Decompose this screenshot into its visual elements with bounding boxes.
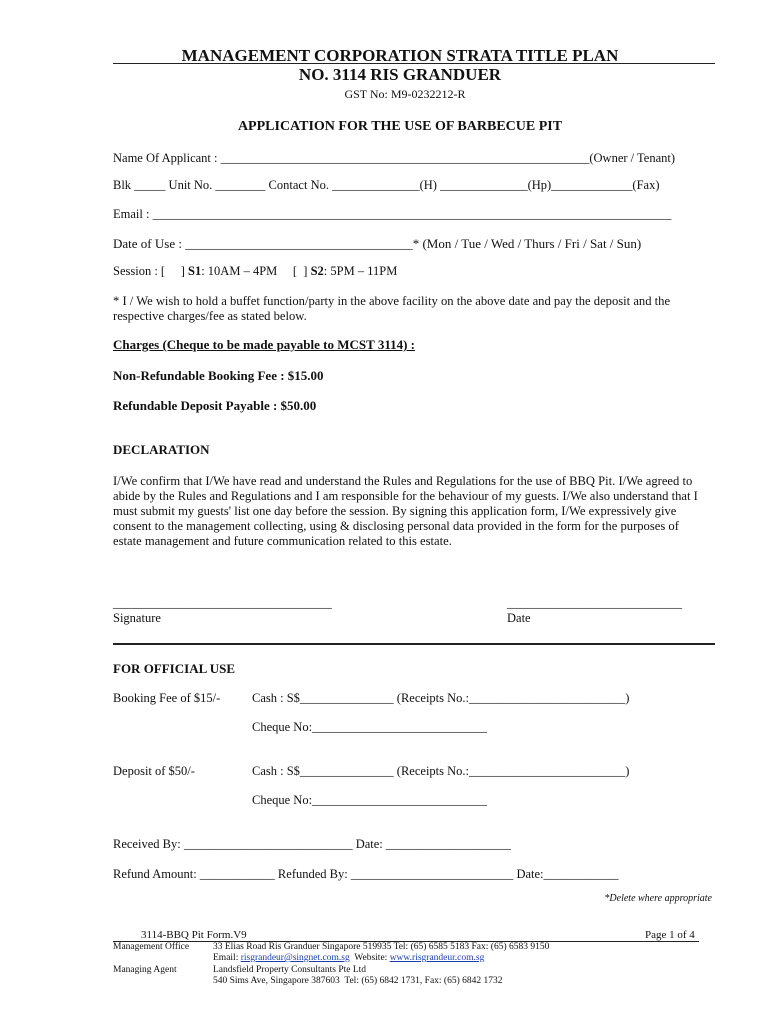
refund-field[interactable]: Refund Amount: ____________ Refunded By: __________________________ Date:____________ (113, 867, 619, 881)
signature-line[interactable]: ___________________________________ (113, 596, 332, 610)
applicant-name-field[interactable]: Name Of Applicant : ___________________________________________________________(Owner / Tenant) (113, 151, 676, 165)
website-prefix: Website: (349, 953, 390, 963)
signature-label: Signature (113, 611, 161, 625)
session-prefix: Session : [ ] (113, 264, 188, 278)
date-of-use-field[interactable]: Date of Use : ___________________________________* (Mon / Tue / Wed / Thurs / Fri / Sat / Sun) (113, 236, 642, 251)
official-booking-cash[interactable]: Cash : S$_______________ (Receipts No.:_________________________) (252, 691, 630, 705)
managing-agent-address: 540 Sims Ave, Singapore 387603 Tel: (65) 6842 1731, Fax: (65) 6842 1732 (213, 976, 503, 986)
official-booking-label: Booking Fee of $15/- (113, 691, 221, 705)
received-by-field[interactable]: Received By: ___________________________ Date: ____________________ (113, 837, 511, 851)
email-prefix: Email: (213, 953, 241, 963)
declaration-heading: DECLARATION (113, 442, 210, 457)
charges-heading: Charges (Cheque to be made payable to MCST 3114) : (113, 337, 416, 352)
mgmt-office-address: 33 Elias Road Ris Granduer Singapore 519935 Tel: (65) 6585 5183 Fax: (65) 6583 9150 (213, 942, 550, 952)
email-field[interactable]: Email : ___________________________________________________________________________________ (113, 207, 672, 221)
website-link[interactable]: www.risgrandeur.com.sg (389, 953, 485, 963)
official-deposit-label: Deposit of $50/- (113, 764, 195, 778)
official-booking-cheque[interactable]: Cheque No:____________________________ (252, 720, 488, 734)
title-line-2: NO. 3114 RIS GRANDUER (298, 65, 502, 84)
contact-field[interactable]: Blk _____ Unit No. ________ Contact No. ______________(H) ______________(Hp)_____________(Fax) (113, 178, 660, 192)
session-s1-label: S1 (188, 264, 202, 278)
form-code: 3114-BBQ Pit Form.V9 (141, 929, 247, 941)
official-deposit-cash[interactable]: Cash : S$_______________ (Receipts No.:_________________________) (252, 764, 630, 778)
form-title: APPLICATION FOR THE USE OF BARBECUE PIT (237, 119, 563, 134)
official-deposit-cheque[interactable]: Cheque No:____________________________ (252, 793, 488, 807)
page-number: Page 1 of 4 (645, 929, 695, 941)
session-s2-label: S2 (310, 264, 324, 278)
mgmt-office-contact (213, 953, 484, 963)
delete-note: *Delete where appropriate (604, 893, 712, 904)
booking-fee-text: Non-Refundable Booking Fee : $15.00 (113, 368, 324, 383)
official-use-heading: FOR OFFICIAL USE (113, 661, 236, 676)
title-line-1: MANAGEMENT CORPORATION STRATA TITLE PLAN (181, 46, 619, 65)
session-selector[interactable] (113, 264, 397, 279)
signature-date-label: Date (507, 611, 531, 625)
gst-number: GST No: M9-0232212-R (344, 87, 466, 101)
section-divider (113, 643, 715, 645)
managing-agent-label: Managing Agent (113, 965, 177, 975)
signature-date-line[interactable]: ____________________________ (507, 596, 682, 610)
statement-text: * I / We wish to hold a buffet function/party in the above facility on the above date and pay the deposit and the respective charges/fee as stated below. (113, 294, 671, 323)
email-link[interactable]: risgrandeur@singnet.com.sg (240, 953, 350, 963)
session-s1-time: : 10AM – 4PM [ ] (201, 264, 311, 278)
declaration-text: I/We confirm that I/We have read and understand the Rules and Regulations for the use of BBQ Pit. I/We agreed to abide by the Rules and Regulations and I am responsible for the behaviour of my guests. I/We also understand that I must submit my guests' list one day before the session. By signing this application form, I/We expressively give consent to the management collecting, using & disclosing personal data provided in the form for the purposes of estate management and future communication related to this estate. (113, 474, 698, 548)
mgmt-office-label: Management Office (113, 942, 190, 952)
deposit-text: Refundable Deposit Payable : $50.00 (113, 398, 317, 413)
session-s2-time: : 5PM – 11PM (323, 264, 398, 278)
managing-agent-name: Landsfield Property Consultants Pte Ltd (213, 965, 367, 975)
